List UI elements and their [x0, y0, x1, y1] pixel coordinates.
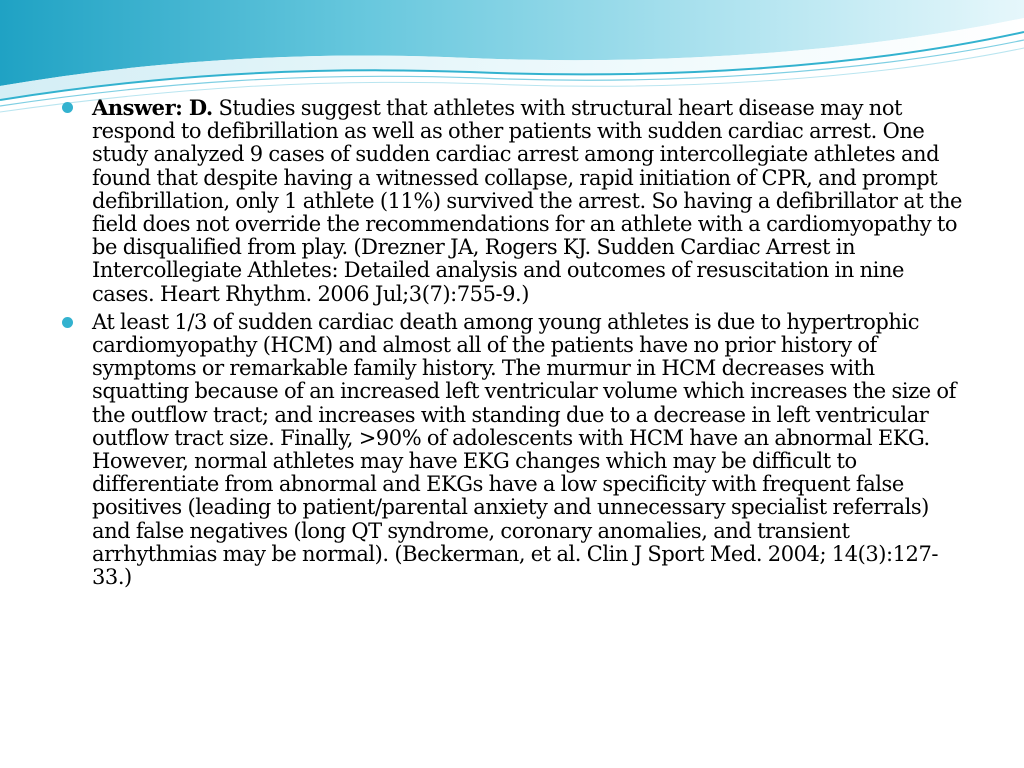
- bullet-item-hcm: [62, 311, 970, 589]
- answer-label: Answer: D.: [92, 95, 213, 120]
- bullet-dot-icon: [62, 317, 73, 328]
- bullet-list: [62, 96, 970, 594]
- bullet-item-answer: [62, 96, 970, 306]
- bullet-dot-icon: [62, 102, 73, 113]
- bullet-text: At least 1/3 of sudden cardiac death among young athletes is due to hypertrophic cardiomyopathy (HCM) and almost all of the patients have no prior history of symptoms or remarkable family history. The murmur in HCM decreases with squatting because of an increased left ventricular volume which increases the size of the outflow tract; and increases with standing due to a decrease in left ventricular outflow tract size. Finally, >90% of adolescents with HCM have an abnormal EKG. However, normal athletes may have EKG changes which may be difficult to differentiate from abnormal and EKGs have a low specificity with frequent false positives (leading to patient/parental anxiety and unnecessary specialist referrals) and false negatives (long QT syndrome, coronary anomalies, and transient arrhythmias may be normal). (Beckerman, et al. Clin J Sport Med. 2004; 14(3):127-33.): [92, 309, 956, 590]
- bullet-text: Studies suggest that athletes with structural heart disease may not respond to defibrillation as well as other patients with sudden cardiac arrest. One study analyzed 9 cases of sudden cardiac arrest among intercollegiate athletes and found that despite having a witnessed collapse, rapid initiation of CPR, and prompt defibrillation, only 1 athlete (11%) survived the arrest. So having a defibrillator at the field does not override the recommendations for an athlete with a cardiomyopathy to be disqualified from play. (Drezner JA, Rogers KJ. Sudden Cardiac Arrest in Intercollegiate Athletes: Detailed analysis and outcomes of resuscitation in nine cases. Heart Rhythm. 2006 Jul;3(7):755-9.): [92, 96, 963, 306]
